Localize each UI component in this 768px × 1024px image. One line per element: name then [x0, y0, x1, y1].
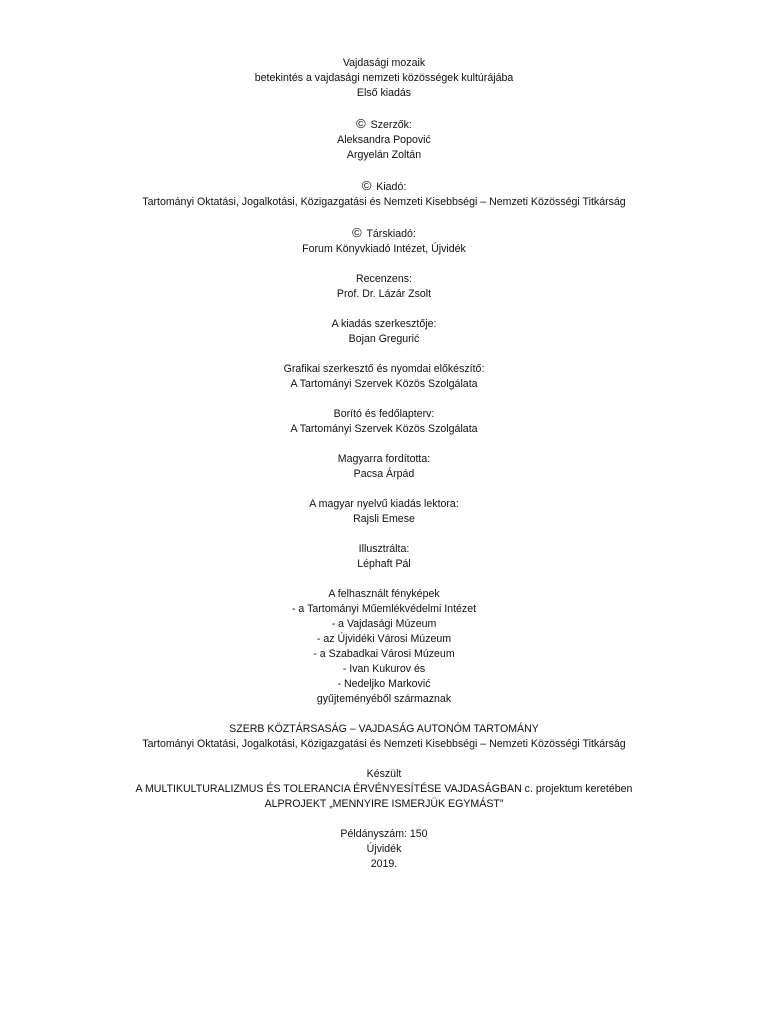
photo-source: - Ivan Kukurov és: [342, 663, 426, 675]
copyright-icon: ©: [361, 178, 372, 193]
graphic-editor-label: Grafikai szerkesztő és nyomdai előkészítő:: [283, 363, 485, 375]
print-run: Példányszám: 150: [340, 828, 428, 840]
project-intro: Készült: [366, 768, 402, 780]
cover-label: Borító és fedőlapterv:: [333, 408, 435, 420]
state-secretariat: Tartományi Oktatási, Jogalkotási, Közigazgatási és Nemzeti Kisebbségi – Nemzeti Közösségi Titkárság: [142, 738, 626, 750]
photo-source: - a Tartományi Műemlékvédelmi Intézet: [291, 603, 477, 615]
editor-label: A kiadás szerkesztője:: [331, 318, 437, 330]
author-name: Argyelán Zoltán: [346, 149, 422, 161]
project-name: A MULTIKULTURALIZMUS ÉS TOLERANCIA ÉRVÉNYESÍTÉSE VAJDASÁGBAN c. projektum keretében: [135, 783, 633, 795]
authors-heading: [0, 116, 768, 133]
co-publisher-label: Társkiadó:: [366, 228, 416, 240]
book-subtitle: betekintés a vajdasági nemzeti közösségek kultúrájába: [254, 72, 514, 84]
photo-source: - a Szabadkai Városi Múzeum: [313, 648, 455, 660]
publication-year: 2019.: [370, 858, 398, 870]
translator-label: Magyarra fordította:: [337, 453, 431, 465]
publisher-label: Kiadó:: [376, 181, 407, 193]
photo-source: - Nedeljko Marković: [337, 678, 431, 690]
photos-closing: gyűjteményéből származnak: [316, 693, 452, 705]
book-title: Vajdasági mozaik: [342, 57, 426, 69]
edition-label: Első kiadás: [356, 87, 412, 99]
graphic-editor-name: A Tartományi Szervek Közös Szolgálata: [290, 378, 478, 390]
cover-name: A Tartományi Szervek Közös Szolgálata: [290, 423, 478, 435]
reviewer-label: Recenzens:: [356, 273, 412, 285]
illustrator-name: Léphaft Pál: [357, 558, 411, 570]
copyright-icon: ©: [356, 116, 366, 131]
photo-source: - az Újvidéki Városi Múzeum: [316, 633, 452, 645]
co-publisher-heading: [0, 225, 768, 242]
author-name: Aleksandra Popović: [337, 134, 431, 146]
lector-label: A magyar nyelvű kiadás lektora:: [309, 498, 459, 510]
publication-city: Újvidék: [366, 843, 402, 855]
publisher-heading: [0, 178, 768, 195]
publisher-name: Tartományi Oktatási, Jogalkotási, Közigazgatási és Nemzeti Kisebbségi – Nemzeti Közösségi Titkárság: [142, 196, 626, 208]
illustrator-label: Illusztrálta:: [358, 543, 410, 555]
subproject-name: ALPROJEKT „MENNYIRE ISMERJÜK EGYMÁST”: [264, 798, 504, 810]
co-publisher-name: Forum Könyvkiadó Intézet, Újvidék: [302, 243, 466, 255]
translator-name: Pacsa Árpád: [353, 468, 415, 480]
copyright-icon: ©: [352, 225, 362, 240]
photos-label: A felhasznált fényképek: [328, 588, 440, 600]
imprint-page: [0, 56, 768, 872]
reviewer-name: Prof. Dr. Lázár Zsolt: [336, 288, 432, 300]
editor-name: Bojan Gregurić: [348, 333, 420, 345]
state-heading: SZERB KÖZTÁRSASÁG – VAJDASÁG AUTONÓM TARTOMÁNY: [229, 723, 539, 735]
lector-name: Rajsli Emese: [353, 513, 415, 525]
authors-label: Szerzők:: [370, 119, 412, 131]
photo-source: - a Vajdasági Múzeum: [331, 618, 437, 630]
